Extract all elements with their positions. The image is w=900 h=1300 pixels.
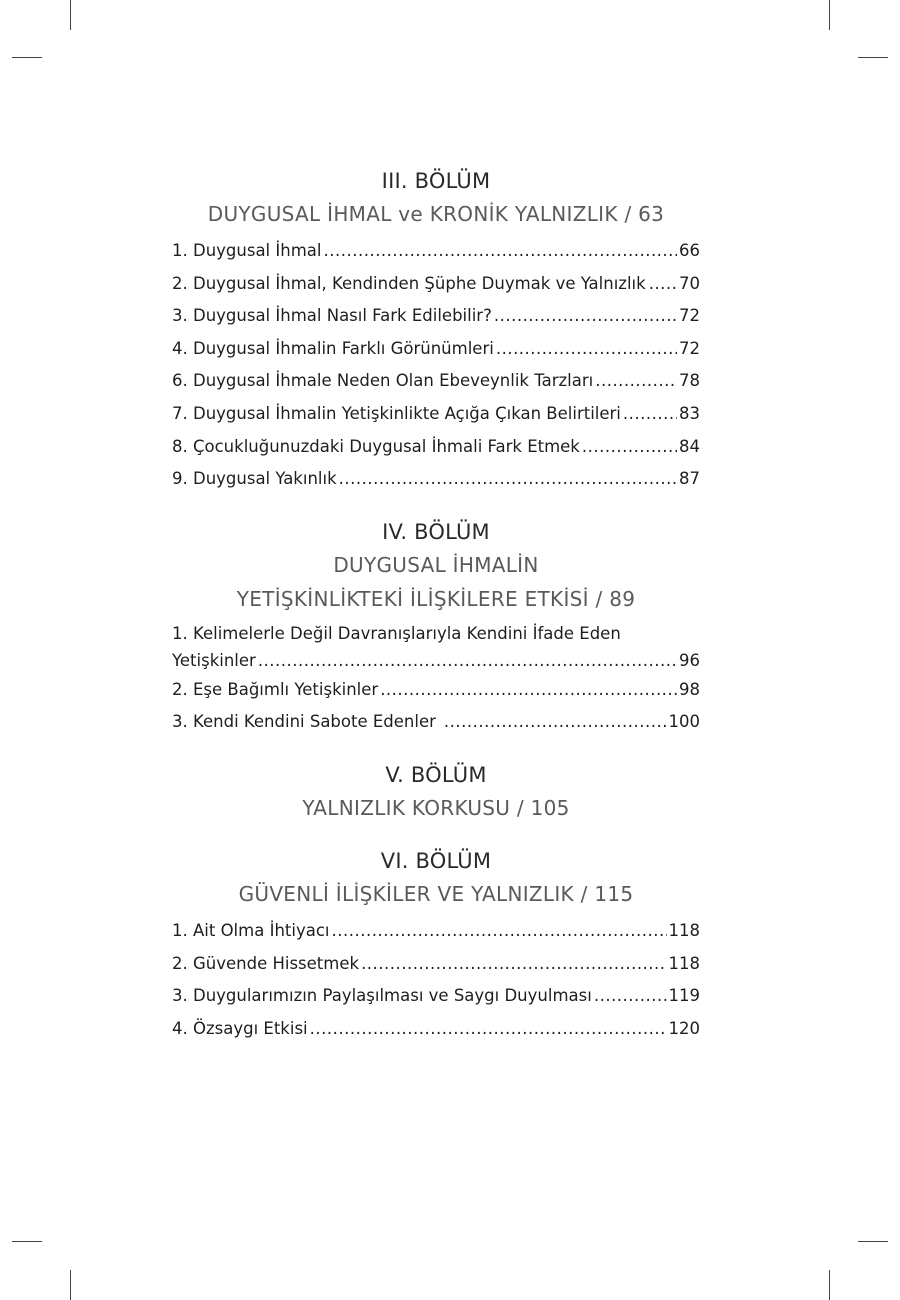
entry-title: 1. Duygusal İhmal xyxy=(172,241,322,260)
section-v xyxy=(172,759,700,825)
entry-page-number: 72 xyxy=(679,306,700,326)
section-title: III. BÖLÜM xyxy=(381,169,491,193)
crop-mark-bottom-right xyxy=(829,1270,830,1300)
entry-title: 4. Duygusal İhmalin Farklı Görünümleri xyxy=(172,338,494,358)
entry-page-number: 66 xyxy=(679,241,700,260)
toc-entry[interactable] xyxy=(172,706,700,739)
entry-page-number: 83 xyxy=(679,403,700,423)
entry-page-number: 84 xyxy=(679,436,700,456)
dot-leader xyxy=(594,980,667,1013)
entry-title-line: 1. Kelimelerle Değil Davranışlarıyla Kendini İfade Eden xyxy=(172,623,621,643)
entry-page-number: 96 xyxy=(679,650,700,670)
dot-leader xyxy=(582,431,677,464)
section-subtitle: DUYGUSAL İHMALİN xyxy=(333,552,539,577)
crop-mark-left-top xyxy=(12,57,42,58)
toc-entry[interactable] xyxy=(172,620,700,674)
entry-page-number: 78 xyxy=(679,371,700,391)
section-title: IV. BÖLÜM xyxy=(382,519,490,544)
toc-entry[interactable] xyxy=(172,333,700,366)
crop-mark-top-left xyxy=(70,0,71,30)
toc-entry[interactable] xyxy=(172,980,700,1013)
toc-entry[interactable] xyxy=(172,463,700,496)
crop-mark-left-bottom xyxy=(12,1241,42,1242)
entry-list xyxy=(172,620,700,739)
entry-page-number: 118 xyxy=(668,953,700,973)
entry-title: 2. Duygusal İhmal, Kendinden Şüphe Duymak ve Yalnızlık xyxy=(172,273,646,293)
entry-page-number: 118 xyxy=(668,920,700,940)
entry-title: 8. Çocukluğunuzdaki Duygusal İhmali Fark Etmek xyxy=(172,436,580,456)
section-vi xyxy=(172,845,700,1045)
crop-mark-top-right xyxy=(829,0,830,30)
entry-page-number: 72 xyxy=(679,338,700,358)
toc-entry[interactable] xyxy=(172,235,700,268)
toc-entry[interactable] xyxy=(172,300,700,333)
entry-title: 1. Ait Olma İhtiyacı xyxy=(172,920,330,940)
dot-leader xyxy=(494,300,677,333)
section-subtitle: DUYGUSAL İHMAL ve KRONİK YALNIZLIK / 63 xyxy=(207,202,665,226)
entry-title: 2. Güvende Hissetmek xyxy=(172,953,360,973)
dot-leader xyxy=(444,706,667,739)
toc-entry[interactable] xyxy=(172,398,700,431)
entry-title: 3. Kendi Kendini Sabote Edenler xyxy=(172,712,436,732)
section-title: VI. BÖLÜM xyxy=(380,848,492,873)
dot-leader xyxy=(496,333,677,366)
dot-leader xyxy=(331,915,666,948)
dot-leader xyxy=(649,268,676,301)
section-subtitle: YETİŞKİNLİKTEKİ İLİŞKİLERE ETKİSİ / 89 xyxy=(236,586,636,611)
entry-title: 3. Duygularımızın Paylaşılması ve Saygı Duyulması xyxy=(172,986,592,1006)
entry-page-number: 119 xyxy=(668,986,700,1006)
section-subtitle: YALNIZLIK KORKUSU / 105 xyxy=(302,795,570,820)
entry-title: 4. Özsaygı Etkisi xyxy=(172,1018,308,1038)
toc-entry[interactable] xyxy=(172,1013,700,1046)
dot-leader xyxy=(339,463,677,496)
entry-title: Yetişkinler xyxy=(172,650,256,670)
entry-list xyxy=(172,235,700,496)
dot-leader xyxy=(380,674,677,707)
crop-mark-bottom-left xyxy=(70,1270,71,1300)
toc-entry[interactable] xyxy=(172,674,700,707)
section-iii xyxy=(172,165,700,496)
entry-continuation xyxy=(172,647,700,674)
entry-page-number: 100 xyxy=(668,712,700,732)
entry-title: 3. Duygusal İhmal Nasıl Fark Edilebilir? xyxy=(172,306,492,326)
entry-title: 7. Duygusal İhmalin Yetişkinlikte Açığa Çıkan Belirtileri xyxy=(172,403,621,423)
entry-list xyxy=(172,915,700,1045)
crop-mark-right-top xyxy=(858,57,888,58)
entry-page-number: 98 xyxy=(679,679,700,699)
dot-leader xyxy=(258,647,677,674)
dot-leader xyxy=(623,398,677,431)
entry-title: 9. Duygusal Yakınlık xyxy=(172,469,337,489)
table-of-contents xyxy=(172,165,700,1065)
section-title: V. BÖLÜM xyxy=(385,762,487,787)
dot-leader xyxy=(361,948,666,981)
toc-entry[interactable] xyxy=(172,268,700,301)
toc-entry[interactable] xyxy=(172,431,700,464)
entry-title: 6. Duygusal İhmale Neden Olan Ebeveynlik Tarzları xyxy=(172,371,594,391)
section-subtitle: GÜVENLİ İLİŞKİLER VE YALNIZLIK / 115 xyxy=(238,881,634,906)
entry-title: 2. Eşe Bağımlı Yetişkinler xyxy=(172,679,379,699)
entry-page-number: 87 xyxy=(679,469,700,489)
toc-entry[interactable] xyxy=(172,948,700,981)
dot-leader xyxy=(595,365,677,398)
entry-page-number: 120 xyxy=(668,1018,700,1038)
section-iv xyxy=(172,516,700,739)
toc-entry[interactable] xyxy=(172,365,700,398)
dot-leader xyxy=(323,235,677,268)
toc-entry[interactable] xyxy=(172,915,700,948)
entry-page-number: 70 xyxy=(679,273,700,293)
dot-leader xyxy=(310,1013,667,1046)
crop-mark-right-bottom xyxy=(858,1241,888,1242)
